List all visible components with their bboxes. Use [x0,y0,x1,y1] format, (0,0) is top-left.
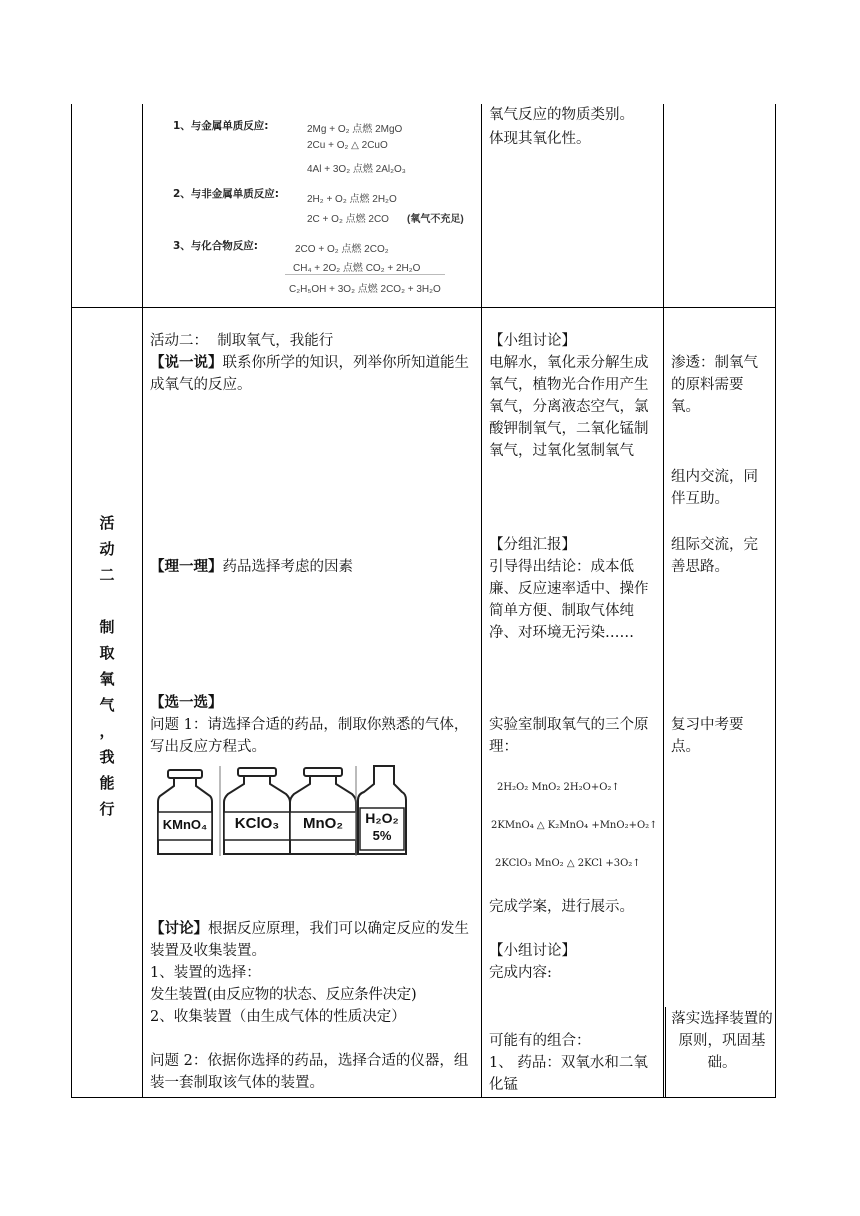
table-border-left [71,104,72,1098]
table-border-right [775,104,776,1098]
discuss-q2: 问题 2：依据你选择的药品，选择合适的仪器，组装一套制取该气体的装置。 [150,1053,469,1091]
metal-eq-2: 2Cu + O₂ △ 2CuO [307,140,388,151]
side-char: 气 [99,696,115,714]
table-border-col4 [663,104,664,1098]
nonmetal-eq-1: 2H₂ + O₂ 点燃 2H₂O [307,194,397,205]
reagent-bottles-image [150,764,480,860]
side-char: 动 [99,540,115,558]
discuss-block [150,918,476,962]
say-block [150,352,476,396]
side-char: ， [99,722,115,740]
intent-1: 渗透：制氧气的原料需要氧。 [671,355,758,415]
metal-eq-3: 4Al + 3O₂ 点燃 2Al₂O₃ [307,164,406,175]
choose-tag: 【选一选】 [150,694,223,711]
say-text: 联系你所学的知识，列举你所知道能生成氧气的反应。 [150,355,469,393]
finish-text: 完成学案，进行展示。 [489,899,634,915]
bottle-kmno4: KMnO₄ [162,817,208,832]
compound-eq-1: 2CO + O₂ 点燃 2CO₂ [295,244,389,255]
sort-text: 药品选择考虑的因素 [222,559,353,575]
bottle-mno2: MnO₂ [303,815,343,832]
bottle-kclo3: KClO₃ [234,815,280,832]
side-char: 能 [99,774,115,792]
group-discuss-tag: 【小组讨论】 [489,333,576,349]
intent-5: 落实选择装置的原则，巩固基础。 [671,1011,773,1071]
side-char: 制 [99,618,115,636]
discuss-tag: 【讨论】 [150,920,208,937]
sort-tag: 【理一理】 [150,558,223,575]
col4-inner [665,1007,666,1098]
report-text: 引导得出结论：成本低廉、反应速率适中、操作简单方便、制取气体纯净、对环境无污染…… [489,559,649,641]
discuss-item-2: 2、收集装置（由生成气体的性质决定） [150,1009,406,1025]
activity-title: 活动二： 制取氧气，我能行 [150,333,334,349]
metal-eq-1: 2Mg + O₂ 点燃 2MgO [307,124,403,135]
equations-panel [145,104,479,304]
top-student-line-2: 体现其氧化性。 [489,131,591,147]
table-border-col2 [142,104,143,1098]
combo-text: 可能有的组合： [489,1033,591,1049]
principle-eq-2: 2KMnO₄ △ K₂MnO₄ +MnO₂+O₂↑ [491,820,658,831]
principle-text: 实验室制取氧气的三个原理： [489,717,649,755]
intent-3: 组际交流，完善思路。 [671,537,758,575]
principle-eq-1: 2H₂O₂ MnO₂ 2H₂O+O₂↑ [497,782,620,793]
bottle-h2o2-concentration: 5% [372,828,392,843]
choose-q1: 问题 1：请选择合适的药品，制取你熟悉的气体，写出反应方程式。 [150,717,469,755]
row-divider [71,307,776,308]
discuss-text: 根据反应原理，我们可以确定反应的发生装置及收集装置。 [150,921,469,959]
discuss2-tag: 【小组讨论】 [489,943,576,959]
discuss-item-1-detail: 发生装置(由反应物的状态、反应条件决定) [150,987,417,1003]
compound-eq-2: CH₄ + 2O₂ 点燃 CO₂ + 2H₂O [293,263,421,274]
side-char: 活 [99,514,115,532]
activity-side-label [95,510,119,822]
bottle-h2o2: H₂O₂ [365,810,399,826]
discuss2-text: 完成内容: [489,965,552,981]
nonmetal-note: (氧气不充足) [407,214,464,225]
equation-divider [285,274,445,275]
discuss-item-1: 1、装置的选择： [150,965,261,981]
combo-item-1: 1、 药品：双氧水和二氧化锰 [489,1055,648,1093]
intent-2: 组内交流，同伴互助。 [671,469,758,507]
side-gap [95,588,119,614]
nonmetal-eq-2: 2C + O₂ 点燃 2CO [307,214,389,225]
say-tag: 【说一说】 [150,354,223,371]
compound-label: 3、与化合物反应: [173,240,259,252]
compound-eq-3: C₂H₅OH + 3O₂ 点燃 2CO₂ + 3H₂O [289,284,441,295]
side-char: 氧 [99,670,115,688]
side-char: 二 [99,566,115,584]
group-discuss-text: 电解水，氧化汞分解生成氧气，植物光合作用产生氧气，分离液态空气，氯酸钾制氧气，二氧化锰制氧气，过氧化氢制氧气 [489,355,649,459]
table-border-col3 [481,104,482,1098]
nonmetal-label: 2、与非金属单质反应: [173,188,280,200]
side-char: 行 [99,800,115,818]
intent-4: 复习中考要点。 [671,717,744,755]
metal-label: 1、与金属单质反应: [173,120,269,132]
principle-eq-3: 2KClO₃ MnO₂ △ 2KCl +3O₂↑ [495,858,641,869]
table-bottom [71,1097,776,1098]
side-char: 我 [99,748,115,766]
sort-block [150,556,476,578]
report-tag: 【分组汇报】 [489,537,576,553]
top-student-line-1: 氧气反应的物质类别。 [489,107,634,123]
side-char: 取 [99,644,115,662]
